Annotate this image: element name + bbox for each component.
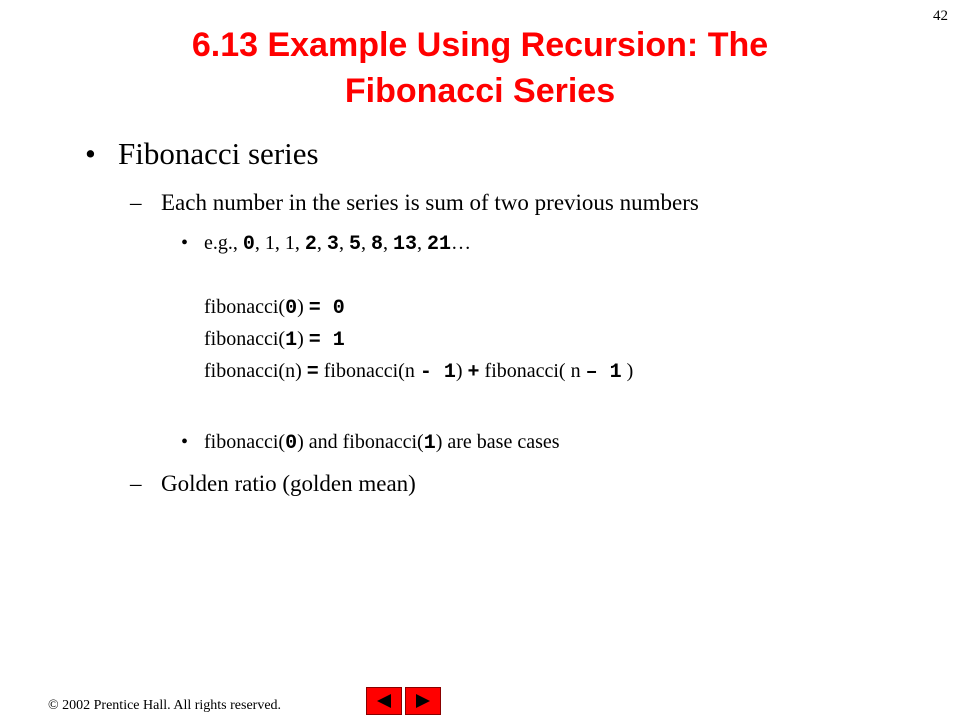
slide-navigation: [366, 687, 441, 715]
def-text: fibonacci(: [204, 328, 286, 350]
sub-point-golden-ratio: [130, 471, 416, 497]
seq-2: 2: [304, 233, 317, 256]
def-text: ): [297, 296, 309, 318]
seq-3: 3: [326, 233, 339, 256]
seq-sep: , 1, 1,: [254, 232, 305, 254]
base-text: ) and fibonacci(: [297, 431, 424, 453]
page-number: 42: [933, 8, 948, 24]
bullet-dot-icon: •: [181, 431, 189, 453]
def-text: ): [297, 328, 309, 350]
next-slide-button[interactable]: [405, 687, 441, 715]
base-cases-bullet: [181, 431, 560, 455]
seq-sep: ,: [316, 232, 327, 254]
slide-title: [90, 22, 870, 114]
definition-line-2: [204, 324, 633, 356]
fibonacci-definition: [204, 292, 633, 388]
def-text: fibonacci(: [204, 296, 286, 318]
def-text: fibonacci( n: [479, 360, 586, 382]
seq-21: 21: [426, 233, 451, 256]
base-code: 1: [423, 432, 436, 455]
bullet-dot-icon: •: [85, 136, 96, 171]
slide-title-line-2: Fibonacci Series: [344, 72, 616, 110]
seq-ellipsis: …: [451, 232, 471, 254]
seq-13: 13: [392, 233, 417, 256]
seq-sep: ,: [382, 232, 393, 254]
def-code: = 0: [308, 297, 345, 320]
example-sequence: [181, 232, 471, 256]
def-text: fibonacci(n: [318, 360, 420, 382]
sub-point-sum: [130, 190, 699, 216]
eg-prefix: e.g.,: [204, 232, 243, 254]
def-code: 1: [285, 329, 298, 352]
dash-icon: –: [130, 190, 142, 215]
seq-sep: ,: [338, 232, 349, 254]
def-code: – 1: [585, 361, 622, 384]
triangle-right-icon: [414, 692, 432, 710]
def-text: ): [621, 360, 634, 382]
base-code: 0: [285, 432, 298, 455]
def-code: = 1: [308, 329, 345, 352]
base-text: ) are base cases: [435, 431, 560, 453]
seq-5: 5: [348, 233, 361, 256]
def-text: fibonacci(n): [204, 360, 307, 382]
copyright-footer: © 2002 Prentice Hall. All rights reserved.: [48, 698, 282, 713]
definition-line-3: [204, 356, 633, 388]
seq-8: 8: [370, 233, 383, 256]
def-code: =: [306, 361, 319, 384]
sub-point-text: Each number in the series is sum of two previous numbers: [161, 190, 699, 215]
dash-icon: –: [130, 471, 142, 496]
definition-line-1: [204, 292, 633, 324]
bullet-dot-icon: •: [181, 232, 189, 254]
slide-title-line-1: 6.13 Example Using Recursion: The: [191, 26, 769, 64]
bullet-text: Fibonacci series: [118, 136, 319, 171]
def-text: ): [455, 360, 468, 382]
previous-slide-button[interactable]: [366, 687, 402, 715]
seq-sep: ,: [360, 232, 371, 254]
triangle-left-icon: [375, 692, 393, 710]
sub-point-text: Golden ratio (golden mean): [161, 471, 416, 496]
def-code: +: [467, 361, 480, 384]
seq-0: 0: [242, 233, 255, 256]
def-code: 0: [285, 297, 298, 320]
base-text: fibonacci(: [204, 431, 286, 453]
def-code: - 1: [419, 361, 456, 384]
seq-sep: ,: [416, 232, 427, 254]
bullet-fibonacci-series: [85, 136, 319, 172]
